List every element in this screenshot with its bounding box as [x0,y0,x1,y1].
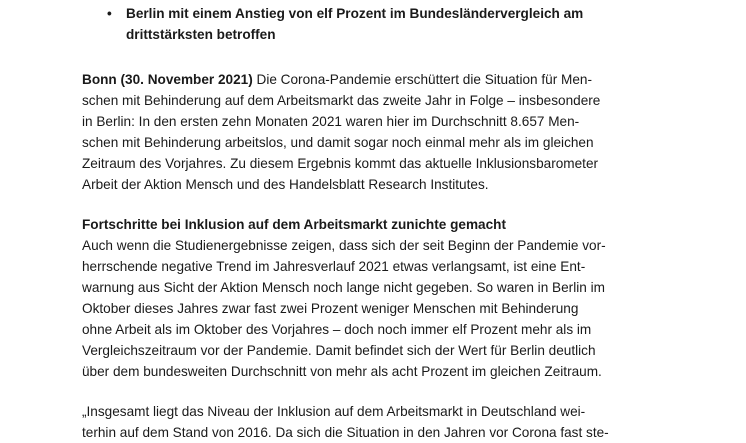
lead-line: Die Corona-Pandemie erschüttert die Situation für Men- [252,72,592,87]
lead-line: schen mit Behinderung arbeitslos, und damit sogar noch einmal mehr als im gleichen [82,135,594,150]
summary-bullet-list [82,3,636,45]
quote-line: „Insgesamt liegt das Niveau der Inklusion auf dem Arbeitsmarkt in Deutschland wei- [82,404,586,419]
section-paragraph [82,214,636,382]
lead-line: Zeitraum des Vorjahres. Zu diesem Ergebnis kommt das aktuelle Inklusionsbarometer [82,156,599,171]
section-line: Oktober dieses Jahres zwar fast zwei Prozent weniger Menschen mit Behinderung [82,301,579,316]
lead-paragraph [82,69,636,195]
section-line: über dem bundesweiten Durchschnitt von mehr als acht Prozent im gleichen Zeitraum. [82,364,602,379]
section-line: herrschende negative Trend im Jahresverlauf 2021 etwas verlangsamt, ist eine Ent- [82,259,586,274]
section-heading: Fortschritte bei Inklusion auf dem Arbeitsmarkt zunichte gemacht [82,217,507,232]
section-line: warnung aus Sicht der Aktion Mensch noch lange nicht gegeben. So waren in Berlin im [82,280,605,295]
summary-bullet-item [82,3,636,45]
quote-line: terhin auf dem Stand von 2016. Da sich die Situation in den Jahren vor Corona fast ste- [82,425,609,440]
bullet-dot-icon: • [107,6,112,21]
bullet-line: Berlin mit einem Anstieg von elf Prozent im Bundesländervergleich am [126,6,584,21]
lead-line: in Berlin: In den ersten zehn Monaten 2021 waren hier im Durchschnitt 8.657 Men- [82,114,580,129]
bullet-line: drittstärksten betroffen [126,27,276,42]
section-line: Auch wenn die Studienergebnisse zeigen, dass sich der seit Beginn der Pandemie vor- [82,238,606,253]
section-line: ohne Arbeit als im Oktober des Vorjahres – doch noch immer elf Prozent mehr als im [82,322,592,337]
dateline: Bonn (30. November 2021) [82,72,253,87]
section-line: Vergleichszeitraum vor der Pandemie. Damit befindet sich der Wert für Berlin deutlich [82,343,596,358]
lead-line: schen mit Behinderung auf dem Arbeitsmarkt das zweite Jahr in Folge – insbesondere [82,93,601,108]
quote-paragraph [82,401,636,443]
lead-line: Arbeit der Aktion Mensch und des Handelsblatt Research Institutes. [82,177,489,192]
